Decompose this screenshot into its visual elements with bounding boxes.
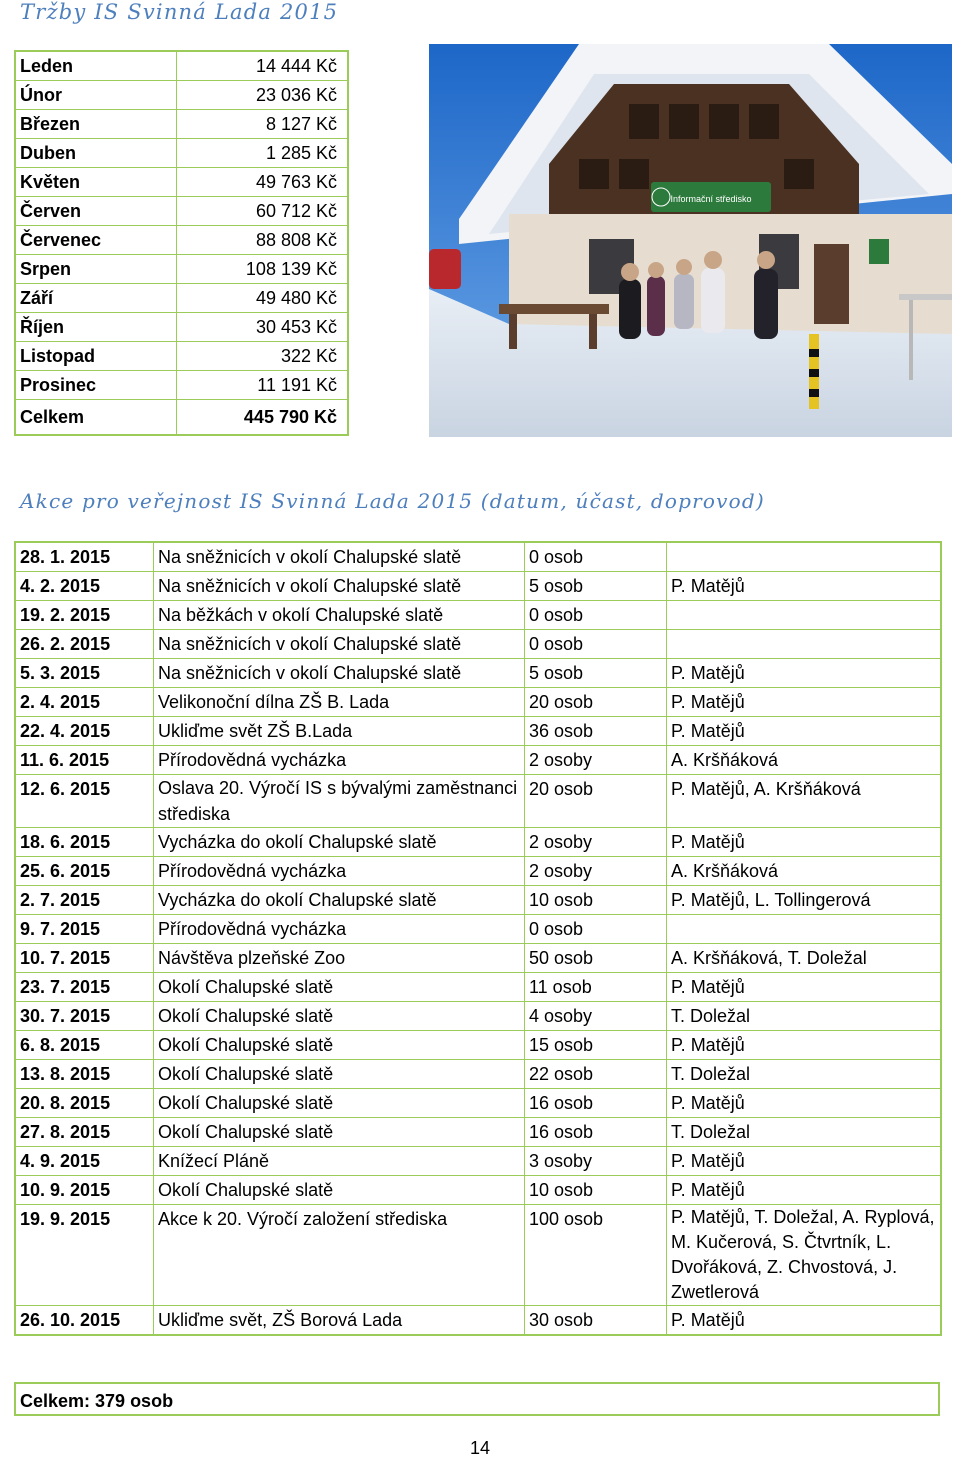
event-row [15,1205,941,1306]
event-name: Okolí Chalupské slatě [154,1060,525,1089]
event-date: 10. 7. 2015 [15,944,154,973]
event-date: 28. 1. 2015 [15,542,154,572]
event-guide: T. Doležal [667,1060,942,1089]
event-guide: P. Matějů, L. Tollingerová [667,886,942,915]
event-row [15,973,941,1002]
events-title: Akce pro veřejnost IS Svinná Lada 2015 (datum, účast, doprovod) [20,489,765,513]
event-count: 0 osob [525,630,667,659]
sales-month: Prosinec [15,371,177,400]
event-row [15,1176,941,1205]
event-date: 19. 2. 2015 [15,601,154,630]
event-name: Na sněžnicích v okolí Chalupské slatě [154,572,525,601]
event-date: 18. 6. 2015 [15,828,154,857]
events-table [14,541,942,1336]
event-date: 4. 9. 2015 [15,1147,154,1176]
event-name: Na sněžnicích v okolí Chalupské slatě [154,659,525,688]
event-count: 2 osoby [525,828,667,857]
event-guide: P. Matějů [667,572,942,601]
event-name: Vycházka do okolí Chalupské slatě [154,886,525,915]
event-date: 19. 9. 2015 [15,1205,154,1306]
event-name: Velikonoční dílna ZŠ B. Lada [154,688,525,717]
event-count: 50 osob [525,944,667,973]
event-guide: A. Kršňáková [667,746,942,775]
event-row [15,746,941,775]
photo-sign-text: Informační středisko [670,194,752,204]
sales-value: 1 285 Kč [177,139,349,168]
event-guide: A. Kršňáková [667,857,942,886]
event-name: Okolí Chalupské slatě [154,1118,525,1147]
event-count: 20 osob [525,775,667,828]
event-date: 5. 3. 2015 [15,659,154,688]
event-guide: P. Matějů [667,828,942,857]
event-row [15,857,941,886]
sales-month: Leden [15,51,177,81]
event-count: 0 osob [525,601,667,630]
sales-row [15,371,348,400]
event-name: Na běžkách v okolí Chalupské slatě [154,601,525,630]
sales-month: Srpen [15,255,177,284]
event-guide: P. Matějů, A. Kršňáková [667,775,942,828]
event-date: 26. 10. 2015 [15,1306,154,1336]
sales-value: 30 453 Kč [177,313,349,342]
event-count: 100 osob [525,1205,667,1306]
event-row [15,659,941,688]
events-total: Celkem: 379 osob [14,1382,940,1416]
sales-row [15,51,348,81]
event-name: Oslava 20. Výročí IS s bývalými zaměstnanci střediska [154,775,525,828]
sales-row [15,197,348,226]
event-count: 10 osob [525,1176,667,1205]
event-row [15,1060,941,1089]
event-name: Okolí Chalupské slatě [154,973,525,1002]
event-guide: P. Matějů [667,1176,942,1205]
event-row [15,1031,941,1060]
event-row [15,915,941,944]
sales-value: 88 808 Kč [177,226,349,255]
event-count: 16 osob [525,1089,667,1118]
event-guide: P. Matějů, T. Doležal, A. Ryplová, M. Kučerová, S. Čtvrtník, L. Dvořáková, Z. Chvostová, J. Zwetlerová [667,1205,942,1306]
sales-row [15,284,348,313]
building-photo [429,44,952,437]
event-row [15,1002,941,1031]
sales-row [15,110,348,139]
event-count: 2 osoby [525,857,667,886]
event-count: 30 osob [525,1306,667,1336]
event-date: 11. 6. 2015 [15,746,154,775]
event-row [15,688,941,717]
event-date: 4. 2. 2015 [15,572,154,601]
sales-row [15,226,348,255]
sales-row [15,81,348,110]
sales-row [15,342,348,371]
sales-value: 49 763 Kč [177,168,349,197]
event-count: 5 osob [525,572,667,601]
event-name: Vycházka do okolí Chalupské slatě [154,828,525,857]
event-count: 20 osob [525,688,667,717]
event-date: 12. 6. 2015 [15,775,154,828]
event-row [15,601,941,630]
event-count: 22 osob [525,1060,667,1089]
sales-row [15,168,348,197]
event-name: Návštěva plzeňské Zoo [154,944,525,973]
event-guide: P. Matějů [667,659,942,688]
sales-total-value: 445 790 Kč [177,400,349,436]
event-date: 2. 4. 2015 [15,688,154,717]
sales-value: 8 127 Kč [177,110,349,139]
event-date: 30. 7. 2015 [15,1002,154,1031]
sales-value: 60 712 Kč [177,197,349,226]
event-name: Knížecí Pláně [154,1147,525,1176]
sales-title: Tržby IS Svinná Lada 2015 [20,0,339,24]
event-guide [667,915,942,944]
event-date: 13. 8. 2015 [15,1060,154,1089]
sales-month: Červen [15,197,177,226]
event-guide: P. Matějů [667,1306,942,1336]
event-name: Přírodovědná vycházka [154,857,525,886]
event-name: Ukliďme svět ZŠ B.Lada [154,717,525,746]
sales-month: Říjen [15,313,177,342]
event-date: 26. 2. 2015 [15,630,154,659]
event-guide: A. Kršňáková, T. Doležal [667,944,942,973]
event-count: 36 osob [525,717,667,746]
sales-value: 23 036 Kč [177,81,349,110]
event-count: 0 osob [525,542,667,572]
event-name: Přírodovědná vycházka [154,915,525,944]
sales-total-label: Celkem [15,400,177,436]
event-row [15,1306,941,1336]
event-name: Okolí Chalupské slatě [154,1002,525,1031]
event-date: 22. 4. 2015 [15,717,154,746]
event-date: 10. 9. 2015 [15,1176,154,1205]
event-name: Přírodovědná vycházka [154,746,525,775]
event-row [15,572,941,601]
event-name: Okolí Chalupské slatě [154,1089,525,1118]
sales-month: Květen [15,168,177,197]
event-row [15,1118,941,1147]
page-number: 14 [470,1438,491,1458]
sales-month: Duben [15,139,177,168]
event-guide: P. Matějů [667,1147,942,1176]
event-row [15,630,941,659]
sales-month: Červenec [15,226,177,255]
event-date: 2. 7. 2015 [15,886,154,915]
sales-value: 49 480 Kč [177,284,349,313]
event-guide: P. Matějů [667,1031,942,1060]
event-date: 6. 8. 2015 [15,1031,154,1060]
event-name: Ukliďme svět, ZŠ Borová Lada [154,1306,525,1336]
sales-value: 108 139 Kč [177,255,349,284]
event-date: 23. 7. 2015 [15,973,154,1002]
event-guide: T. Doležal [667,1118,942,1147]
sales-table [14,50,349,436]
event-guide: P. Matějů [667,717,942,746]
event-name: Na sněžnicích v okolí Chalupské slatě [154,542,525,572]
event-row [15,828,941,857]
event-date: 20. 8. 2015 [15,1089,154,1118]
event-count: 11 osob [525,973,667,1002]
event-row [15,1147,941,1176]
event-guide [667,630,942,659]
event-row [15,1089,941,1118]
event-row [15,886,941,915]
event-row [15,542,941,572]
sales-row [15,313,348,342]
event-date: 27. 8. 2015 [15,1118,154,1147]
event-count: 4 osoby [525,1002,667,1031]
sales-total-row [15,400,348,436]
event-guide: P. Matějů [667,973,942,1002]
sales-value: 322 Kč [177,342,349,371]
sales-row [15,255,348,284]
event-count: 5 osob [525,659,667,688]
event-date: 9. 7. 2015 [15,915,154,944]
event-count: 15 osob [525,1031,667,1060]
event-count: 3 osoby [525,1147,667,1176]
event-guide: P. Matějů [667,688,942,717]
sales-month: Listopad [15,342,177,371]
event-guide [667,542,942,572]
event-count: 16 osob [525,1118,667,1147]
sales-value: 14 444 Kč [177,51,349,81]
event-name: Na sněžnicích v okolí Chalupské slatě [154,630,525,659]
event-name: Okolí Chalupské slatě [154,1031,525,1060]
event-guide: P. Matějů [667,1089,942,1118]
event-guide: T. Doležal [667,1002,942,1031]
sales-row [15,139,348,168]
sales-month: Únor [15,81,177,110]
event-row [15,775,941,828]
event-date: 25. 6. 2015 [15,857,154,886]
event-row [15,717,941,746]
sales-value: 11 191 Kč [177,371,349,400]
event-name: Akce k 20. Výročí založení střediska [154,1205,525,1306]
event-row [15,944,941,973]
event-name: Okolí Chalupské slatě [154,1176,525,1205]
sales-month: Září [15,284,177,313]
event-guide [667,601,942,630]
sales-month: Březen [15,110,177,139]
event-count: 2 osoby [525,746,667,775]
event-count: 10 osob [525,886,667,915]
event-count: 0 osob [525,915,667,944]
